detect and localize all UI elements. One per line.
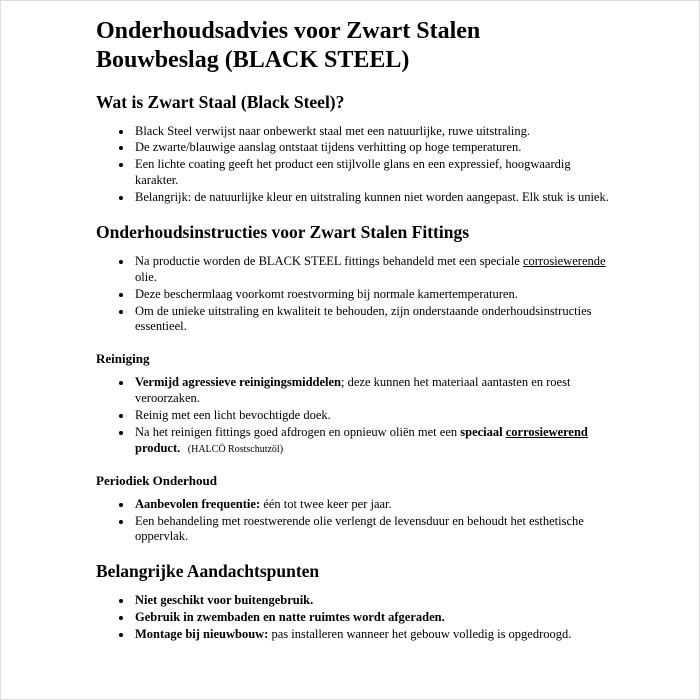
bullet-item xyxy=(133,287,613,303)
bullet-item xyxy=(133,593,613,609)
text-run: Niet geschikt voor buitengebruik. xyxy=(135,593,314,608)
bullet-item xyxy=(133,408,613,424)
text-run: Belangrijk: de natuurlijke kleur en uitstraling kunnen niet worden aangepast. Elk stuk is uniek. xyxy=(135,190,609,205)
text-run: Na productie worden de BLACK STEEL fittings behandeld met een speciale xyxy=(135,253,523,268)
text-run: Aanbevolen frequentie: xyxy=(135,496,261,511)
document-title: Onderhoudsadvies voor Zwart Stalen Bouwbeslag (BLACK STEEL) xyxy=(96,18,481,74)
text-run: Montage bij nieuwbouw: xyxy=(135,627,269,642)
text-run: één tot twee keer per jaar. xyxy=(260,496,392,511)
text-run: product. xyxy=(135,440,181,455)
text-run: corrosiewerende xyxy=(522,253,606,268)
bullet-item xyxy=(133,140,613,156)
text-run: Reinig met een licht bevochtigde doek. xyxy=(135,408,331,423)
text-run: Deze beschermlaag voorkomt roestvorming bij normale kamertemperaturen. xyxy=(135,286,518,301)
text-run: pas installeren wanneer het gebouw volledig is opgedroogd. xyxy=(268,627,572,642)
text-run: Vermijd agressieve reinigingsmiddelen xyxy=(135,375,342,390)
bullet-list xyxy=(96,254,617,335)
bullet-item xyxy=(133,157,613,189)
section-heading: Onderhoudsinstructies voor Zwart Stalen Fittings xyxy=(96,221,470,242)
bullet-item xyxy=(133,497,613,513)
bullet-item xyxy=(133,610,613,626)
bullet-list xyxy=(96,375,617,456)
text-run: (HALCÖ Rostschutzöl) xyxy=(180,443,284,455)
bullet-item xyxy=(133,190,613,206)
bullet-list xyxy=(96,497,617,546)
subsection-heading: Periodiek Onderhoud xyxy=(96,472,217,488)
text-run: corrosiewerend xyxy=(505,424,588,439)
bullet-list xyxy=(96,124,617,206)
subsection-heading: Reiniging xyxy=(96,351,150,367)
bullet-item xyxy=(133,514,613,546)
section-heading: Belangrijke Aandachtspunten xyxy=(96,561,320,582)
document-body xyxy=(96,92,617,643)
bullet-list xyxy=(96,593,617,643)
text-run: Na het reinigen fittings goed afdrogen en opnieuw oliën met een xyxy=(135,424,461,439)
text-run: Gebruik in zwembaden en natte ruimtes wordt afgeraden. xyxy=(135,610,445,625)
bullet-item xyxy=(133,254,613,286)
text-run: De zwarte/blauwige aanslag ontstaat tijdens verhitting op hoge temperaturen. xyxy=(135,140,522,155)
section-heading: Wat is Zwart Staal (Black Steel)? xyxy=(96,91,345,112)
text-run: ; deze kunnen het materiaal aantasten en roest veroorzaken. xyxy=(135,375,571,406)
text-run: Black Steel verwijst naar onbewerkt staal met een natuurlijke, ruwe uitstraling. xyxy=(135,123,531,138)
bullet-item xyxy=(133,425,613,457)
bullet-item xyxy=(133,627,613,643)
text-run: olie. xyxy=(135,269,157,284)
text-run: Om de unieke uitstraling en kwaliteit te behouden, zijn onderstaande onderhoudsinstructies essentieel. xyxy=(135,303,592,334)
text-run: Een lichte coating geeft het product een stijlvolle glans en een expressief, hoogwaardig karakter. xyxy=(135,157,571,188)
text-run: Een behandeling met roestwerende olie verlengt de levensduur en behoudt het esthetische oppervlak. xyxy=(135,513,584,544)
bullet-item xyxy=(133,375,613,407)
text-run: speciaal xyxy=(460,424,506,439)
bullet-item xyxy=(133,304,613,336)
bullet-item xyxy=(133,124,613,140)
